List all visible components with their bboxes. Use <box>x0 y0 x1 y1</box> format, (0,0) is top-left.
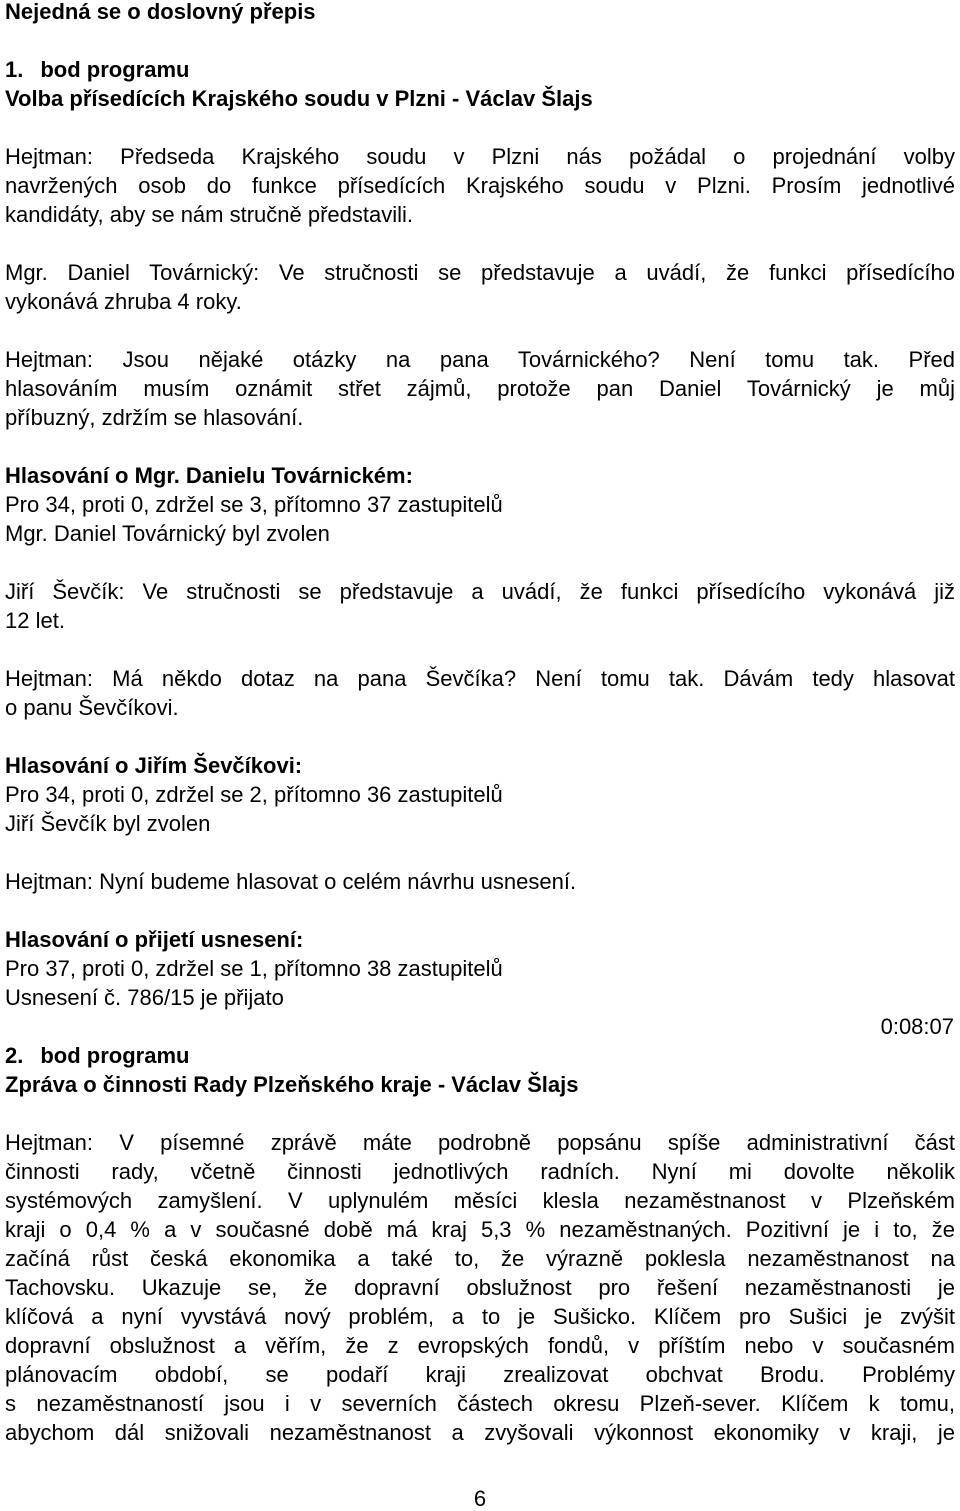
paragraph-line: klíčová a nyní vyvstává nový problém, a to je Sušicko. Klíčem pro Sušici je zvýšit <box>5 1304 955 1329</box>
paragraph-line: Hejtman: Jsou nějaké otázky na pana Továrnického? Není tomu tak. Před <box>5 347 955 372</box>
paragraph-line: Tachovsku. Ukazuje se, že dopravní obslužnost pro řešení nezaměstnanosti je <box>5 1275 955 1300</box>
page-header: Nejedná se o doslovný přepis <box>5 0 316 24</box>
paragraph-line: Jiří Ševčík: Ve stručnosti se představuje a uvádí, že funkci přísedícího vykonává již <box>5 579 955 604</box>
paragraph-line: Hejtman: Nyní budeme hlasovat o celém návrhu usnesení. <box>5 869 577 894</box>
vote-heading: Hlasování o Jiřím Ševčíkovi: <box>5 753 303 778</box>
timestamp: 0:08:07 <box>880 1014 954 1039</box>
vote-result: Pro 34, proti 0, zdržel se 3, přítomno 37 zastupitelů <box>5 492 503 517</box>
agenda-item-2-title: Zpráva o činnosti Rady Plzeňského kraje - Václav Šlajs <box>5 1072 579 1097</box>
paragraph-line: 12 let. <box>5 608 65 633</box>
paragraph-line: Mgr. Daniel Továrnický: Ve stručnosti se představuje a uvádí, že funkci přísedícího <box>5 260 955 285</box>
agenda-item-1-heading <box>5 59 189 81</box>
vote-heading: Hlasování o přijetí usnesení: <box>5 927 304 952</box>
agenda-item-1-title: Volba přísedících Krajského soudu v Plzni - Václav Šlajs <box>5 86 593 111</box>
vote-outcome: Mgr. Daniel Továrnický byl zvolen <box>5 521 330 546</box>
paragraph-line: začíná růst česká ekonomika a také to, že výrazně poklesla nezaměstnanost na <box>5 1246 955 1271</box>
paragraph-line: plánovacím období, se podaří kraji zrealizovat obchvat Brodu. Problémy <box>5 1362 955 1387</box>
agenda-item-1-number: 1. <box>5 57 24 82</box>
agenda-item-2-number: 2. <box>5 1043 24 1068</box>
paragraph-line: dopravní obslužnost a věřím, že z evropských fondů, v příštím nebo v současném <box>5 1333 955 1358</box>
paragraph-line: abychom dál snižovali nezaměstnanost a zvyšovali výkonnost ekonomiky v kraji, je <box>5 1420 955 1445</box>
paragraph-line: vykonává zhruba 4 roky. <box>5 289 242 314</box>
vote-heading: Hlasování o Mgr. Danielu Továrnickém: <box>5 463 413 488</box>
agenda-item-1-label: bod programu <box>40 57 190 82</box>
paragraph-line: činnosti rady, včetně činnosti jednotlivých radních. Nyní mi dovolte několik <box>5 1159 955 1184</box>
vote-outcome: Usnesení č. 786/15 je přijato <box>5 985 284 1010</box>
paragraph-line: o panu Ševčíkovi. <box>5 695 179 720</box>
vote-result: Pro 37, proti 0, zdržel se 1, přítomno 38 zastupitelů <box>5 956 503 981</box>
agenda-item-2-label: bod programu <box>40 1043 190 1068</box>
paragraph-line: navržených osob do funkce přísedících Krajského soudu v Plzni. Prosím jednotlivé <box>5 173 955 198</box>
paragraph-line: Hejtman: Předseda Krajského soudu v Plzni nás požádal o projednání volby <box>5 144 955 169</box>
agenda-item-2-heading <box>5 1045 189 1067</box>
vote-outcome: Jiří Ševčík byl zvolen <box>5 811 211 836</box>
paragraph-line: kraji o 0,4 % a v současné době má kraj 5,3 % nezaměstnaných. Pozitivní je i to, že <box>5 1217 955 1242</box>
page-number: 6 <box>473 1486 487 1511</box>
paragraph-line: systémových zamyšlení. V uplynulém měsíci klesla nezaměstnanost v Plzeňském <box>5 1188 955 1213</box>
vote-result: Pro 34, proti 0, zdržel se 2, přítomno 36 zastupitelů <box>5 782 503 807</box>
paragraph-line: Hejtman: V písemné zprávě máte podrobně popsánu spíše administrativní část <box>5 1130 955 1155</box>
paragraph-line: kandidáty, aby se nám stručně představili. <box>5 202 414 227</box>
paragraph-line: hlasováním musím oznámit střet zájmů, protože pan Daniel Továrnický je můj <box>5 376 955 401</box>
paragraph-line: s nezaměstnaností jsou i v severních částech okresu Plzeň-sever. Klíčem k tomu, <box>5 1391 955 1416</box>
paragraph-line: Hejtman: Má někdo dotaz na pana Ševčíka? Není tomu tak. Dávám tedy hlasovat <box>5 666 955 691</box>
paragraph-line: příbuzný, zdržím se hlasování. <box>5 405 304 430</box>
